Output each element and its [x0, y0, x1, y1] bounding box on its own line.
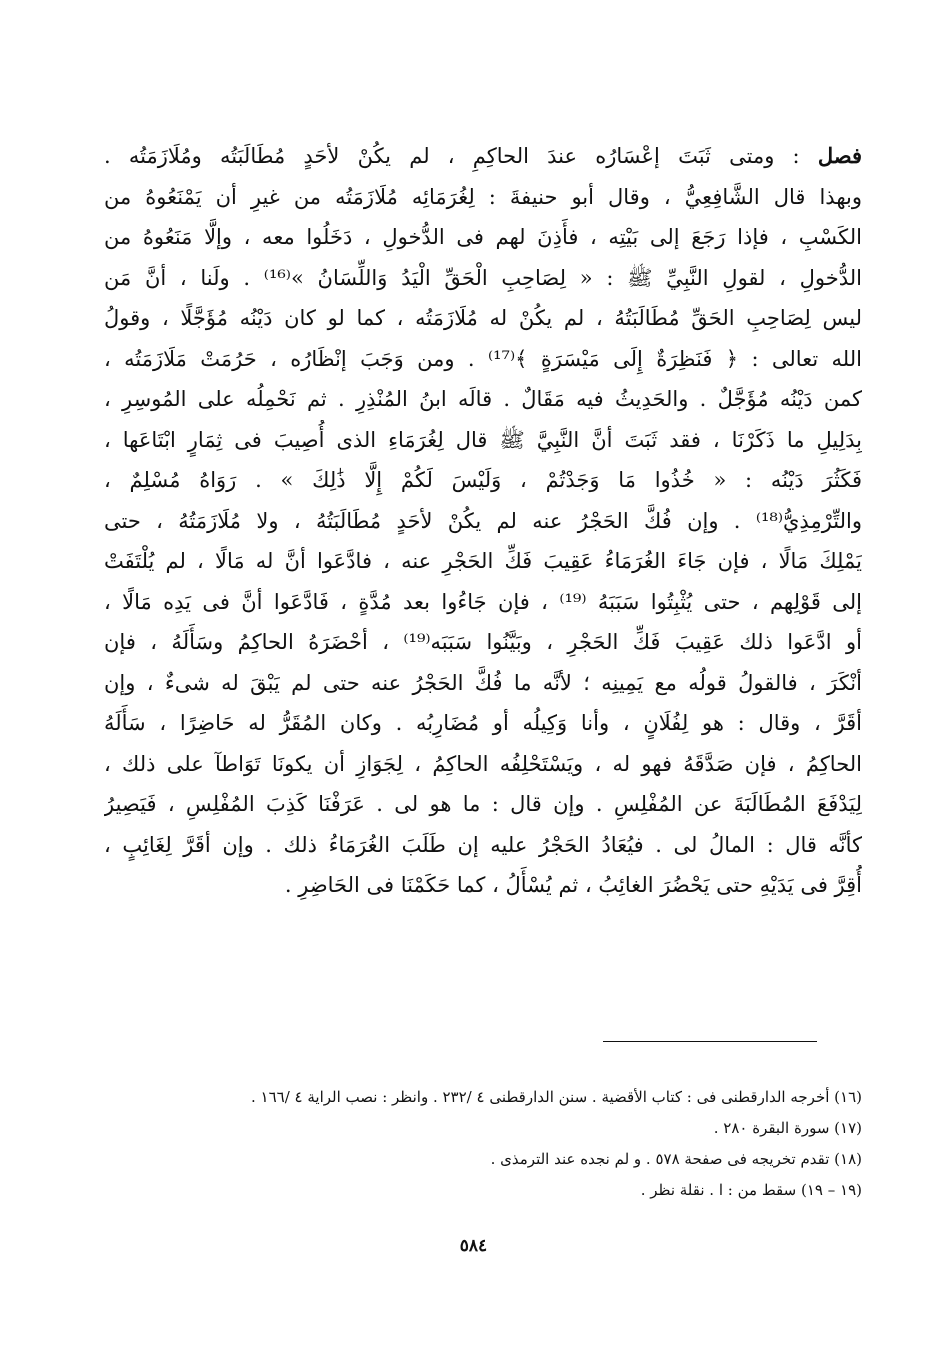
text-line: والتِّرْمِذِيُّ⁽¹⁸⁾ . وإن فُكَّ الحَجْرُ عنه لم يكُنْ لأحَدٍ مُطَالَبَتُهُ ، ولا مُلَازَمَتُهُ ، حتى — [104, 508, 862, 533]
text-line: ليس لِصَاحِبِ الحَقِّ مُطَالَبَتُهُ ، لم يكُنْ له مُلَازَمَتُه ، كما لو كان دَيْنُه مُؤَجَّلًا ، وقولُ — [104, 306, 862, 330]
text-line: الكَسْبِ ، فإذا رَجَعَ إلى بَيْتِه ، فأَذِنَ لهم فى الدُّخولِ ، دَخَلُوا معه ، وإلَّا مَنَعُوهُ من — [104, 225, 862, 249]
footnote: (١٧) سورة البقرة ٢٨٠ . — [713, 1119, 862, 1137]
footnote: (١٨) تقدم تخريجه فى صفحة ٥٧٨ . و لم نجده عند الترمذى . — [490, 1150, 862, 1168]
text-line: الله تعالى : ﴿ فَنَظِرَةٌ إِلَى مَيْسَرَةٍ ﴾⁽¹⁷⁾ . ومن وَجَبَ إنْظَارُه ، حَرُمَتْ مَلَازَمَتُه ، — [104, 346, 862, 371]
section-heading: فصل — [817, 143, 862, 168]
text-line: الدُّخولِ ، لقولِ النَّبِيِّ ﷺ : « لِصَاحِبِ الْحَقِّ الْيَدُ وَاللِّسَانُ »⁽¹⁶⁾ . ولَنا ، أنَّ مَن — [104, 265, 862, 290]
footnote: (١٩ – ١٩) سقط من : ا . نقلة نظر . — [640, 1181, 862, 1199]
footnote: (١٦) أخرجه الدارقطنى فى : كتاب الأقضية . سنن الدارقطنى ٤ /٢٣٢ . وانظر : نصب الراية ٤ /١٦٦ . — [250, 1088, 862, 1106]
main-text-block — [104, 136, 862, 906]
text-line-content: : ومتى ثَبَتَ إعْسَارُه عندَ الحاكِمِ ، لم يكُنْ لأحَدٍ مُطَالَبَتُه ومُلَازَمَتُه . — [104, 144, 800, 168]
page-number: ٥٨٤ — [459, 1236, 488, 1256]
text-line — [104, 136, 862, 177]
text-line: أقَرَّ ، وقال : هو لِفُلَانٍ ، وأنا وَكِيلُه أو مُضَارِبُه . وكان المُقَرُّ له حَاضِرًا ، سَأَلَهُ — [104, 711, 862, 735]
text-line: كمن دَيْنُه مُؤَجَّلٌ . والحَدِيثُ فيه مَقَالٌ . قالَه ابنُ المُنْذِرِ . ثم نَحْمِلُه على المُوسِرِ ، — [104, 387, 862, 411]
text-line: يَمْلِكَ مَالًا ، فإن جَاءَ الغُرَمَاءُ عَقِيبَ فَكِّ الحَجْرِ عنه ، فادَّعَوا أنَّ له مَالًا ، لم يُلْتَفَتْ — [104, 549, 862, 573]
text-line: فَكَثُرَ دَيْنُه : « خُذُوا مَا وَجَدْتُمْ ، وَلَيْسَ لَكُمْ إِلَّا ذَٰلِكَ » . رَوَاهُ مُسْلِمٌ ، — [104, 468, 862, 492]
text-line: أنْكَرَ ، فالقولُ قولُه مع يَمِينِه ؛ لأنَّه ما فُكَّ الحَجْرُ عنه حتى لم يَبْقَ له شىءٌ ، وإن — [104, 670, 862, 695]
text-line: إلى قَوْلِهم ، حتى يُثْبِتُوا سَبَبَهُ ⁽¹⁹⁾ ، فإن جَاءُوا بعد مُدَّةٍ ، فَادَّعَوا أنَّ فى يَدِه مَالًا ، — [104, 589, 862, 614]
text-line: أُقِرَّ فى يَدَيْهِ حتى يَحْضُرَ الغائِبُ ، ثم يُسْأَلُ ، كما حَكَمْنَا فى الحَاضِرِ . — [284, 873, 862, 897]
footnotes-block — [110, 1082, 862, 1206]
text-line: وبهذا قال الشَّافِعِيُّ ، وقال أبو حنيفةَ : لِغُرَمَائِه مُلَازَمَتُه من غيرِ أن يَمْنَعُوهُ من — [104, 184, 862, 209]
text-line: لِيَدْفَعَ المُطَالَبَةَ عن المُفْلِسِ . وإن قال : ما هو لى . عَرَفْنَا كَذِبَ المُفْلِسِ ، فَيَصِيرُ — [104, 792, 862, 816]
text-line: الحاكِمُ ، فإن صَدَّقَهُ فهو له ، ويَسْتَحْلِفُه الحاكِمُ ، لِجَوَازِ أن يكونَا تَوَاطآ على ذلك ، — [104, 751, 862, 776]
footnote-separator — [603, 1041, 817, 1042]
text-line: كأنَّه قال : المالُ لى . فيُعَادُ الحَجْرُ عليه إن طَلَبَ الغُرَمَاءُ ذلك . وإن أقَرَّ لِغَائِبٍ ، — [104, 832, 862, 857]
text-line: بِدَلِيلِ ما ذَكَرْنَا ، فقد ثَبَتَ أنَّ النَّبِيَّ ﷺ قال لِغُرَمَاءِ الذى أُصِيبَ فى ثِمَارٍ ابْتَاعَها ، — [104, 427, 862, 452]
text-line: أو ادَّعَوا ذلك عَقِيبَ فَكِّ الحَجْرِ ، وبَيَّنُوا سَبَبَه⁽¹⁹⁾ ، أحْضَرَهُ الحاكِمُ وسَأَلَهُ ، فإن — [104, 630, 862, 654]
